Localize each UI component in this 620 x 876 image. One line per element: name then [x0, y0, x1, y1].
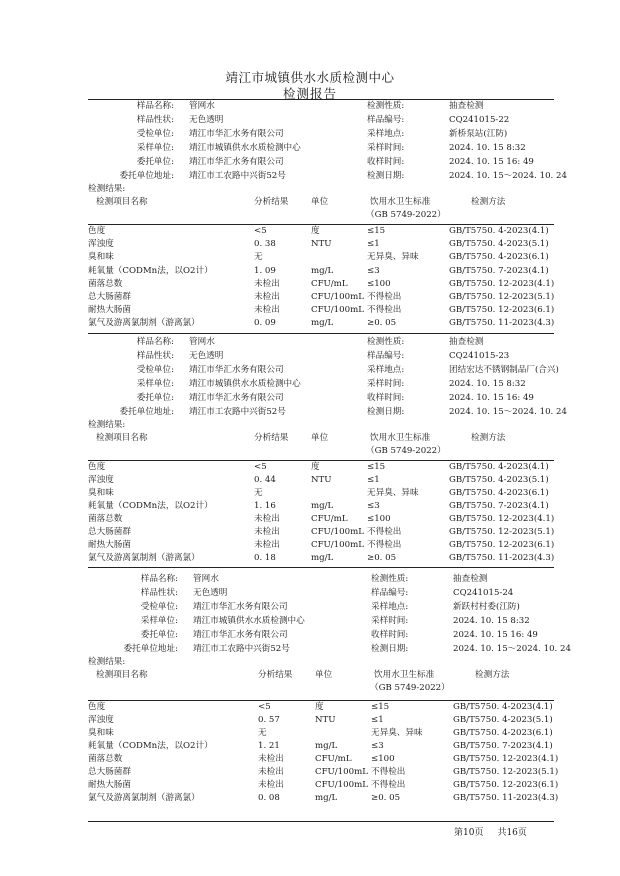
- item-name: 菌落总数: [88, 278, 123, 289]
- item-name: 浑浊度: [88, 715, 114, 725]
- label-client-unit: 委托单位:: [136, 156, 174, 167]
- item-result: 未检出: [258, 780, 284, 790]
- item-result: 未检出: [254, 292, 280, 302]
- value-sampling-unit: 靖江市城镇供水水质检测中心: [189, 378, 301, 389]
- col-method-header: 检测方法: [475, 670, 510, 680]
- item-method: GB/T5750. 4-2023(6.1): [449, 252, 549, 263]
- value-sample-name: 管网水: [193, 574, 219, 584]
- item-result: <5: [258, 702, 271, 712]
- item-limit: ≤1: [367, 239, 380, 250]
- table-rule: [88, 700, 554, 701]
- item-name: 耗氧量（CODMn法，以O2计）: [88, 741, 213, 751]
- item-unit: CFU/100mL: [311, 540, 364, 550]
- label-sampling-site: 采样地点:: [367, 364, 405, 375]
- page-number: 第10页: [454, 828, 484, 838]
- item-limit: 不得检出: [371, 780, 406, 790]
- item-method: GB/T5750. 7-2023(4.1): [453, 741, 553, 751]
- label-test-date: 检测日期:: [367, 170, 405, 181]
- table-rule: [88, 224, 554, 225]
- label-receive-time: 收样时间:: [367, 392, 405, 403]
- value-sample-name: 管网水: [189, 337, 215, 347]
- item-limit: ≥0. 05: [371, 793, 401, 803]
- item-method: GB/T5750. 12-2023(6.1): [449, 540, 555, 550]
- item-limit: ≤100: [367, 514, 391, 524]
- label-sample-name: 样品名称:: [140, 574, 178, 584]
- item-result: 无: [258, 728, 267, 738]
- item-unit: CFU/100mL: [311, 292, 364, 302]
- value-test-date: 2024. 10. 15～2024. 10. 24: [453, 643, 571, 654]
- item-unit: NTU: [311, 475, 332, 485]
- label-sampling-time: 采样时间:: [367, 378, 405, 389]
- label-sampling-unit: 采样单位:: [136, 142, 174, 153]
- item-name: 氯气及游离氯制剂（游离氯）: [88, 553, 200, 563]
- item-result: 未检出: [254, 527, 280, 537]
- col-item-header: 检测项目名称: [96, 197, 148, 207]
- item-limit: 不得检出: [367, 527, 402, 537]
- label-entrusted-unit: 受检单位:: [136, 364, 174, 375]
- item-result: 未检出: [254, 514, 280, 524]
- item-result: 0. 18: [254, 553, 276, 563]
- item-unit: CFU/100mL: [315, 780, 368, 790]
- label-client-unit: 委托单位:: [136, 392, 174, 403]
- item-method: GB/T5750. 7-2023(4.1): [449, 265, 549, 276]
- label-sampling-time: 采样时间:: [371, 615, 409, 626]
- label-sample-state: 样品性状:: [136, 114, 174, 125]
- item-result: 1. 16: [254, 501, 276, 511]
- org-title: 靖江市城镇供水水质检测中心: [225, 70, 395, 85]
- item-result: 未检出: [254, 305, 280, 316]
- item-name: 氯气及游离氯制剂（游离氯）: [88, 318, 200, 329]
- label-entrusted-unit: 受检单位:: [140, 601, 178, 612]
- item-method: GB/T5750. 12-2023(4.1): [449, 278, 555, 289]
- label-test-date: 检测日期:: [371, 643, 409, 654]
- results-heading: 检测结果:: [88, 184, 126, 194]
- label-sample-no: 样品编号:: [371, 587, 409, 598]
- item-name: 总大肠菌群: [88, 292, 131, 302]
- col-standard-sub: （GB 5749-2022）: [366, 210, 446, 220]
- item-limit: 无异臭、异味: [371, 728, 423, 738]
- item-method: GB/T5750. 12-2023(5.1): [453, 767, 559, 777]
- item-name: 总大肠菌群: [88, 767, 131, 777]
- value-receive-time: 2024. 10. 15 16: 49: [449, 156, 534, 167]
- item-limit: ≥0. 05: [367, 318, 397, 329]
- item-result: 无: [254, 252, 263, 263]
- item-limit: ≤3: [367, 265, 380, 276]
- col-unit-header: 单位: [311, 433, 329, 443]
- item-result: 0. 38: [254, 239, 276, 250]
- item-unit: 度: [311, 462, 320, 472]
- value-client-address: 靖江市工农路中兴街52号: [193, 643, 290, 654]
- item-name: 臭和味: [88, 728, 114, 738]
- value-sample-no: CQ241015-23: [449, 350, 510, 361]
- item-limit: 不得检出: [371, 767, 406, 777]
- item-name: 菌落总数: [88, 754, 123, 764]
- header-rule: [88, 99, 554, 100]
- value-sampling-unit: 靖江市城镇供水水质检测中心: [189, 142, 301, 153]
- col-method-header: 检测方法: [471, 197, 506, 207]
- page-total: 共16页: [497, 828, 527, 838]
- item-unit: 度: [315, 702, 324, 712]
- item-limit: 无异臭、异味: [367, 488, 419, 498]
- results-heading: 检测结果:: [88, 420, 126, 430]
- col-standard-sub: （GB 5749-2022）: [366, 446, 446, 456]
- value-test-date: 2024. 10. 15～2024. 10. 24: [449, 406, 567, 417]
- item-method: GB/T5750. 4-2023(4.1): [449, 226, 549, 236]
- col-standard-header: 饮用水卫生标准: [374, 670, 435, 680]
- label-client-address: 委托单位地址:: [123, 643, 178, 654]
- item-name: 浑浊度: [88, 475, 114, 485]
- value-sampling-site: 新跃村村委(江防): [453, 601, 520, 612]
- item-unit: CFU/mL: [315, 754, 352, 764]
- label-sampling-time: 采样时间:: [367, 142, 405, 153]
- item-method: GB/T5750. 4-2023(6.1): [449, 488, 549, 498]
- item-method: GB/T5750. 4-2023(5.1): [453, 715, 553, 725]
- page-footer: [454, 825, 541, 838]
- item-method: GB/T5750. 7-2023(4.1): [449, 501, 549, 511]
- item-unit: CFU/100mL: [315, 767, 368, 777]
- value-sample-no: CQ241015-22: [449, 114, 510, 125]
- item-limit: ≤100: [371, 754, 395, 764]
- item-method: GB/T5750. 4-2023(6.1): [453, 728, 553, 738]
- value-entrusted-unit: 靖江市华汇水务有限公司: [189, 128, 284, 139]
- item-unit: mg/L: [315, 793, 338, 803]
- item-result: 无: [254, 488, 263, 498]
- item-unit: NTU: [311, 239, 332, 250]
- label-sampling-site: 采样地点:: [371, 601, 409, 612]
- value-test-date: 2024. 10. 15～2024. 10. 24: [449, 170, 567, 181]
- item-method: GB/T5750. 12-2023(5.1): [449, 527, 555, 537]
- value-sample-no: CQ241015-24: [453, 587, 514, 598]
- item-name: 总大肠菌群: [88, 527, 131, 537]
- label-test-date: 检测日期:: [367, 406, 405, 417]
- item-name: 色度: [88, 702, 106, 712]
- col-method-header: 检测方法: [471, 433, 506, 443]
- item-name: 耐热大肠菌: [88, 305, 131, 316]
- label-sample-state: 样品性状:: [140, 587, 178, 598]
- table-rule: [88, 460, 554, 461]
- item-limit: 无异臭、异味: [367, 252, 419, 263]
- item-result: <5: [254, 462, 267, 472]
- value-sampling-site: 新桥泵站(江防): [449, 128, 508, 139]
- value-test-nature: 抽查检测: [453, 574, 488, 584]
- item-name: 臭和味: [88, 488, 114, 498]
- item-name: 氯气及游离氯制剂（游离氯）: [88, 793, 200, 803]
- col-item-header: 检测项目名称: [96, 433, 148, 443]
- item-name: 色度: [88, 226, 106, 236]
- value-sampling-unit: 靖江市城镇供水水质检测中心: [193, 615, 305, 626]
- label-sample-name: 样品名称:: [136, 101, 174, 111]
- col-result-header: 分析结果: [254, 433, 289, 443]
- item-method: GB/T5750. 12-2023(4.1): [453, 754, 559, 764]
- item-result: 0. 44: [254, 475, 276, 485]
- item-unit: mg/L: [311, 318, 334, 329]
- item-unit: CFU/mL: [311, 278, 348, 289]
- block-separator: [88, 567, 554, 568]
- value-client-address: 靖江市工农路中兴街52号: [189, 406, 286, 417]
- results-heading: 检测结果:: [88, 657, 126, 667]
- value-client-unit: 靖江市华汇水务有限公司: [189, 156, 284, 167]
- value-test-nature: 抽查检测: [449, 337, 484, 347]
- item-name: 耐热大肠菌: [88, 540, 131, 550]
- item-name: 耗氧量（CODMn法，以O2计）: [88, 501, 213, 511]
- item-limit: ≤15: [367, 462, 386, 472]
- label-test-nature: 检测性质:: [367, 337, 405, 347]
- item-limit: ≤15: [367, 226, 386, 236]
- item-name: 耗氧量（CODMn法，以O2计）: [88, 265, 213, 276]
- item-method: GB/T5750. 4-2023(5.1): [449, 475, 549, 485]
- col-result-header: 分析结果: [254, 197, 289, 207]
- label-sample-state: 样品性状:: [136, 350, 174, 361]
- item-name: 色度: [88, 462, 106, 472]
- item-unit: mg/L: [311, 501, 334, 511]
- value-sampling-time: 2024. 10. 15 8:32: [449, 378, 526, 389]
- item-limit: 不得检出: [367, 292, 402, 302]
- value-client-address: 靖江市工农路中兴街52号: [189, 170, 286, 181]
- label-client-unit: 委托单位:: [140, 629, 178, 640]
- col-result-header: 分析结果: [258, 670, 293, 680]
- item-result: 未检出: [258, 754, 284, 764]
- item-unit: 度: [311, 226, 320, 236]
- item-method: GB/T5750. 12-2023(6.1): [449, 305, 555, 316]
- item-unit: mg/L: [311, 265, 334, 276]
- label-sample-no: 样品编号:: [367, 350, 405, 361]
- value-sample-state: 无色透明: [189, 350, 224, 361]
- label-receive-time: 收样时间:: [371, 629, 409, 640]
- item-method: GB/T5750. 4-2023(4.1): [453, 702, 553, 712]
- item-name: 浑浊度: [88, 239, 114, 250]
- col-standard-header: 饮用水卫生标准: [370, 433, 431, 443]
- label-entrusted-unit: 受检单位:: [136, 128, 174, 139]
- item-limit: ≥0. 05: [367, 553, 397, 563]
- label-sampling-unit: 采样单位:: [140, 615, 178, 626]
- label-receive-time: 收样时间:: [367, 156, 405, 167]
- item-unit: mg/L: [315, 741, 338, 751]
- value-entrusted-unit: 靖江市华汇水务有限公司: [193, 601, 288, 612]
- label-sampling-site: 采样地点:: [367, 128, 405, 139]
- item-result: 0. 08: [258, 793, 280, 803]
- value-sample-state: 无色透明: [193, 587, 228, 598]
- item-name: 臭和味: [88, 252, 114, 263]
- item-limit: 不得检出: [367, 540, 402, 550]
- value-sampling-site: 团结宏达不锈钢制品厂(合兴): [449, 364, 559, 375]
- item-method: GB/T5750. 12-2023(6.1): [453, 780, 559, 790]
- item-unit: CFU/mL: [311, 514, 348, 524]
- value-sampling-time: 2024. 10. 15 8:32: [453, 615, 530, 626]
- footer-rule: [88, 821, 554, 822]
- value-entrusted-unit: 靖江市华汇水务有限公司: [189, 364, 284, 375]
- value-test-nature: 抽查检测: [449, 101, 484, 111]
- item-limit: ≤1: [367, 475, 380, 485]
- item-result: 未检出: [254, 540, 280, 550]
- item-limit: ≤3: [367, 501, 380, 511]
- item-unit: NTU: [315, 715, 336, 725]
- label-client-address: 委托单位地址:: [119, 406, 174, 417]
- value-sample-state: 无色透明: [189, 114, 224, 125]
- item-limit: ≤15: [371, 702, 390, 712]
- report-title: 检测报告: [282, 86, 337, 101]
- label-test-nature: 检测性质:: [371, 574, 409, 584]
- item-limit: ≤3: [371, 741, 384, 751]
- item-limit: ≤100: [367, 278, 391, 289]
- label-test-nature: 检测性质:: [367, 101, 405, 111]
- item-method: GB/T5750. 12-2023(4.1): [449, 514, 555, 524]
- item-result: 未检出: [254, 278, 280, 289]
- col-item-header: 检测项目名称: [96, 670, 148, 680]
- item-result: 1. 09: [254, 265, 276, 276]
- col-standard-header: 饮用水卫生标准: [370, 197, 431, 207]
- label-sampling-unit: 采样单位:: [136, 378, 174, 389]
- value-receive-time: 2024. 10. 15 16: 49: [453, 629, 538, 640]
- value-sampling-time: 2024. 10. 15 8:32: [449, 142, 526, 153]
- item-method: GB/T5750. 4-2023(4.1): [449, 462, 549, 472]
- item-method: GB/T5750. 11-2023(4.3): [449, 553, 555, 563]
- label-sample-no: 样品编号:: [367, 114, 405, 125]
- col-unit-header: 单位: [311, 197, 329, 207]
- item-name: 菌落总数: [88, 514, 123, 524]
- item-name: 耐热大肠菌: [88, 780, 131, 790]
- item-result: 未检出: [258, 767, 284, 777]
- value-sample-name: 管网水: [189, 101, 215, 111]
- item-result: 0. 57: [258, 715, 280, 725]
- item-method: GB/T5750. 11-2023(4.3): [449, 318, 555, 329]
- item-result: 0. 09: [254, 318, 276, 329]
- label-client-address: 委托单位地址:: [119, 170, 174, 181]
- value-client-unit: 靖江市华汇水务有限公司: [189, 392, 284, 403]
- label-sample-name: 样品名称:: [136, 337, 174, 347]
- item-unit: CFU/100mL: [311, 305, 364, 316]
- item-limit: ≤1: [371, 715, 384, 725]
- item-unit: mg/L: [311, 553, 334, 563]
- item-unit: CFU/100mL: [311, 527, 364, 537]
- item-method: GB/T5750. 4-2023(5.1): [449, 239, 549, 250]
- item-method: GB/T5750. 11-2023(4.3): [453, 793, 559, 803]
- value-receive-time: 2024. 10. 15 16: 49: [449, 392, 534, 403]
- item-limit: 不得检出: [367, 305, 402, 316]
- item-result: <5: [254, 226, 267, 236]
- value-client-unit: 靖江市华汇水务有限公司: [193, 629, 288, 640]
- col-unit-header: 单位: [315, 670, 333, 680]
- col-standard-sub: （GB 5749-2022）: [370, 683, 450, 693]
- item-method: GB/T5750. 12-2023(5.1): [449, 292, 555, 302]
- item-result: 1. 21: [258, 741, 280, 751]
- block-separator: [88, 333, 554, 334]
